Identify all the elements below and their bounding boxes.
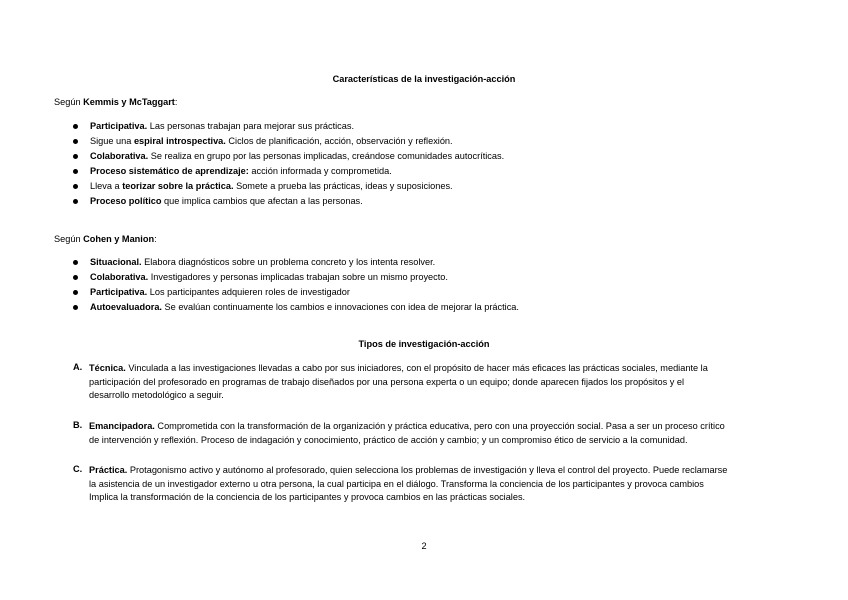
type-line: de intervención y reflexión. Proceso de indagación y conocimiento, práctico de acción y cambio; y un compromiso ético de servicio a la comunidad. [89, 434, 688, 445]
list-item [73, 285, 519, 300]
item-term: Proceso político [90, 196, 162, 206]
bullet-icon [73, 124, 78, 129]
type-letter: A. [73, 362, 83, 372]
list-item [73, 149, 504, 164]
list-item [73, 300, 519, 315]
item-text: Elabora diagnósticos sobre un problema concreto y los intenta resolver. [141, 257, 436, 267]
type-item-c [73, 464, 803, 505]
bullet-icon [73, 199, 78, 204]
item-pre: Sigue una [90, 136, 134, 146]
item-text: Las personas trabajan para mejorar sus prácticas. [147, 121, 355, 131]
type-line: desarrollo metodológico a seguir. [89, 390, 224, 401]
item-term: Autoevaluadora. [90, 302, 162, 312]
type-body [89, 420, 803, 447]
item-text: acción informada y comprometida. [248, 166, 392, 176]
bullet-icon [73, 184, 78, 189]
item-term: Situacional. [90, 257, 142, 267]
item-term: Participativa. [90, 121, 148, 131]
type-item-a [73, 362, 803, 403]
item-text: Somete a prueba las prácticas, ideas y suposiciones. [233, 181, 453, 191]
item-text: Los participantes adquieren roles de investigador [147, 287, 350, 297]
cohen-lead-authors: Cohen y Manion [83, 234, 155, 244]
type-body [89, 362, 803, 403]
cohen-list [73, 255, 519, 315]
bullet-icon [73, 275, 78, 280]
list-item [73, 255, 519, 270]
kemmis-lead-suffix: : [174, 97, 178, 107]
type-line: Protagonismo activo y autónomo al profesorado, quien selecciona los problemas de investigación y lleva el control del proyecto. Puede reclamarse [127, 465, 728, 475]
kemmis-lead [54, 97, 177, 107]
item-term: espiral introspectiva. [133, 136, 226, 146]
item-text: Se realiza en grupo por las personas implicadas, creándose comunidades autocríticas. [148, 151, 505, 161]
type-line: Vinculada a las investigaciones llevadas a cabo por sus iniciadores, con el propósito de hacer más eficaces las prácticas sociales, mediante la [125, 363, 708, 373]
cohen-lead-prefix: Según [54, 234, 84, 244]
kemmis-list [73, 119, 504, 209]
bullet-icon [73, 260, 78, 265]
list-item [73, 194, 504, 209]
type-line: participación del profesorado en programas de trabajo diseñados por una persona experta o un equipo; donde aparecen fijados los propósitos y el [89, 376, 685, 387]
item-term: Colaborativa. [90, 151, 149, 161]
item-term: Colaborativa. [90, 272, 149, 282]
item-text: Ciclos de planificación, acción, observación y reflexión. [225, 136, 453, 146]
type-letter: B. [73, 420, 83, 430]
type-body [89, 464, 803, 505]
bullet-icon [73, 169, 78, 174]
item-text: Investigadores y personas implicadas trabajan sobre un mismo proyecto. [148, 272, 448, 282]
list-item [73, 270, 519, 285]
item-term: Proceso sistemático de aprendizaje: [90, 166, 249, 176]
bullet-icon [73, 139, 78, 144]
type-term: Práctica. [89, 465, 128, 475]
type-letter: C. [73, 464, 83, 474]
type-line: Comprometida con la transformación de la organización y práctica educativa, pero con una proyección social. Pasa a ser un proceso crítico [154, 421, 725, 431]
item-pre: Lleva a [90, 181, 123, 191]
item-text: Se evalúan continuamente los cambios e innovaciones con idea de mejorar la práctica. [161, 302, 519, 312]
list-item [73, 164, 504, 179]
item-term: Participativa. [90, 287, 148, 297]
kemmis-lead-authors: Kemmis y McTaggart [83, 97, 175, 107]
list-item [73, 119, 504, 134]
section-title-types: Tipos de investigación-acción [358, 339, 490, 349]
cohen-lead [54, 234, 157, 244]
page-number: 2 [421, 541, 427, 551]
item-term: teorizar sobre la práctica. [122, 181, 234, 191]
cohen-lead-suffix: : [154, 234, 157, 244]
list-item [73, 179, 504, 194]
type-line: la asistencia de un investigador externo u otra persona, la cual participa en el diálogo. Transforma la conciencia de los participantes y provoca cambios [89, 478, 704, 489]
list-item [73, 134, 504, 149]
section-title-characteristics: Características de la investigación-acción [332, 74, 516, 84]
kemmis-lead-prefix: Según [54, 97, 84, 107]
bullet-icon [73, 290, 78, 295]
bullet-icon [73, 154, 78, 159]
bullet-icon [73, 305, 78, 310]
type-term: Emancipadora. [89, 421, 155, 431]
item-text: que implica cambios que afectan a las personas. [161, 196, 363, 206]
type-term: Técnica. [89, 363, 126, 373]
type-item-b [73, 420, 803, 447]
type-line: Implica la transformación de la conciencia de los participantes y provoca cambios en las prácticas sociales. [89, 492, 526, 503]
